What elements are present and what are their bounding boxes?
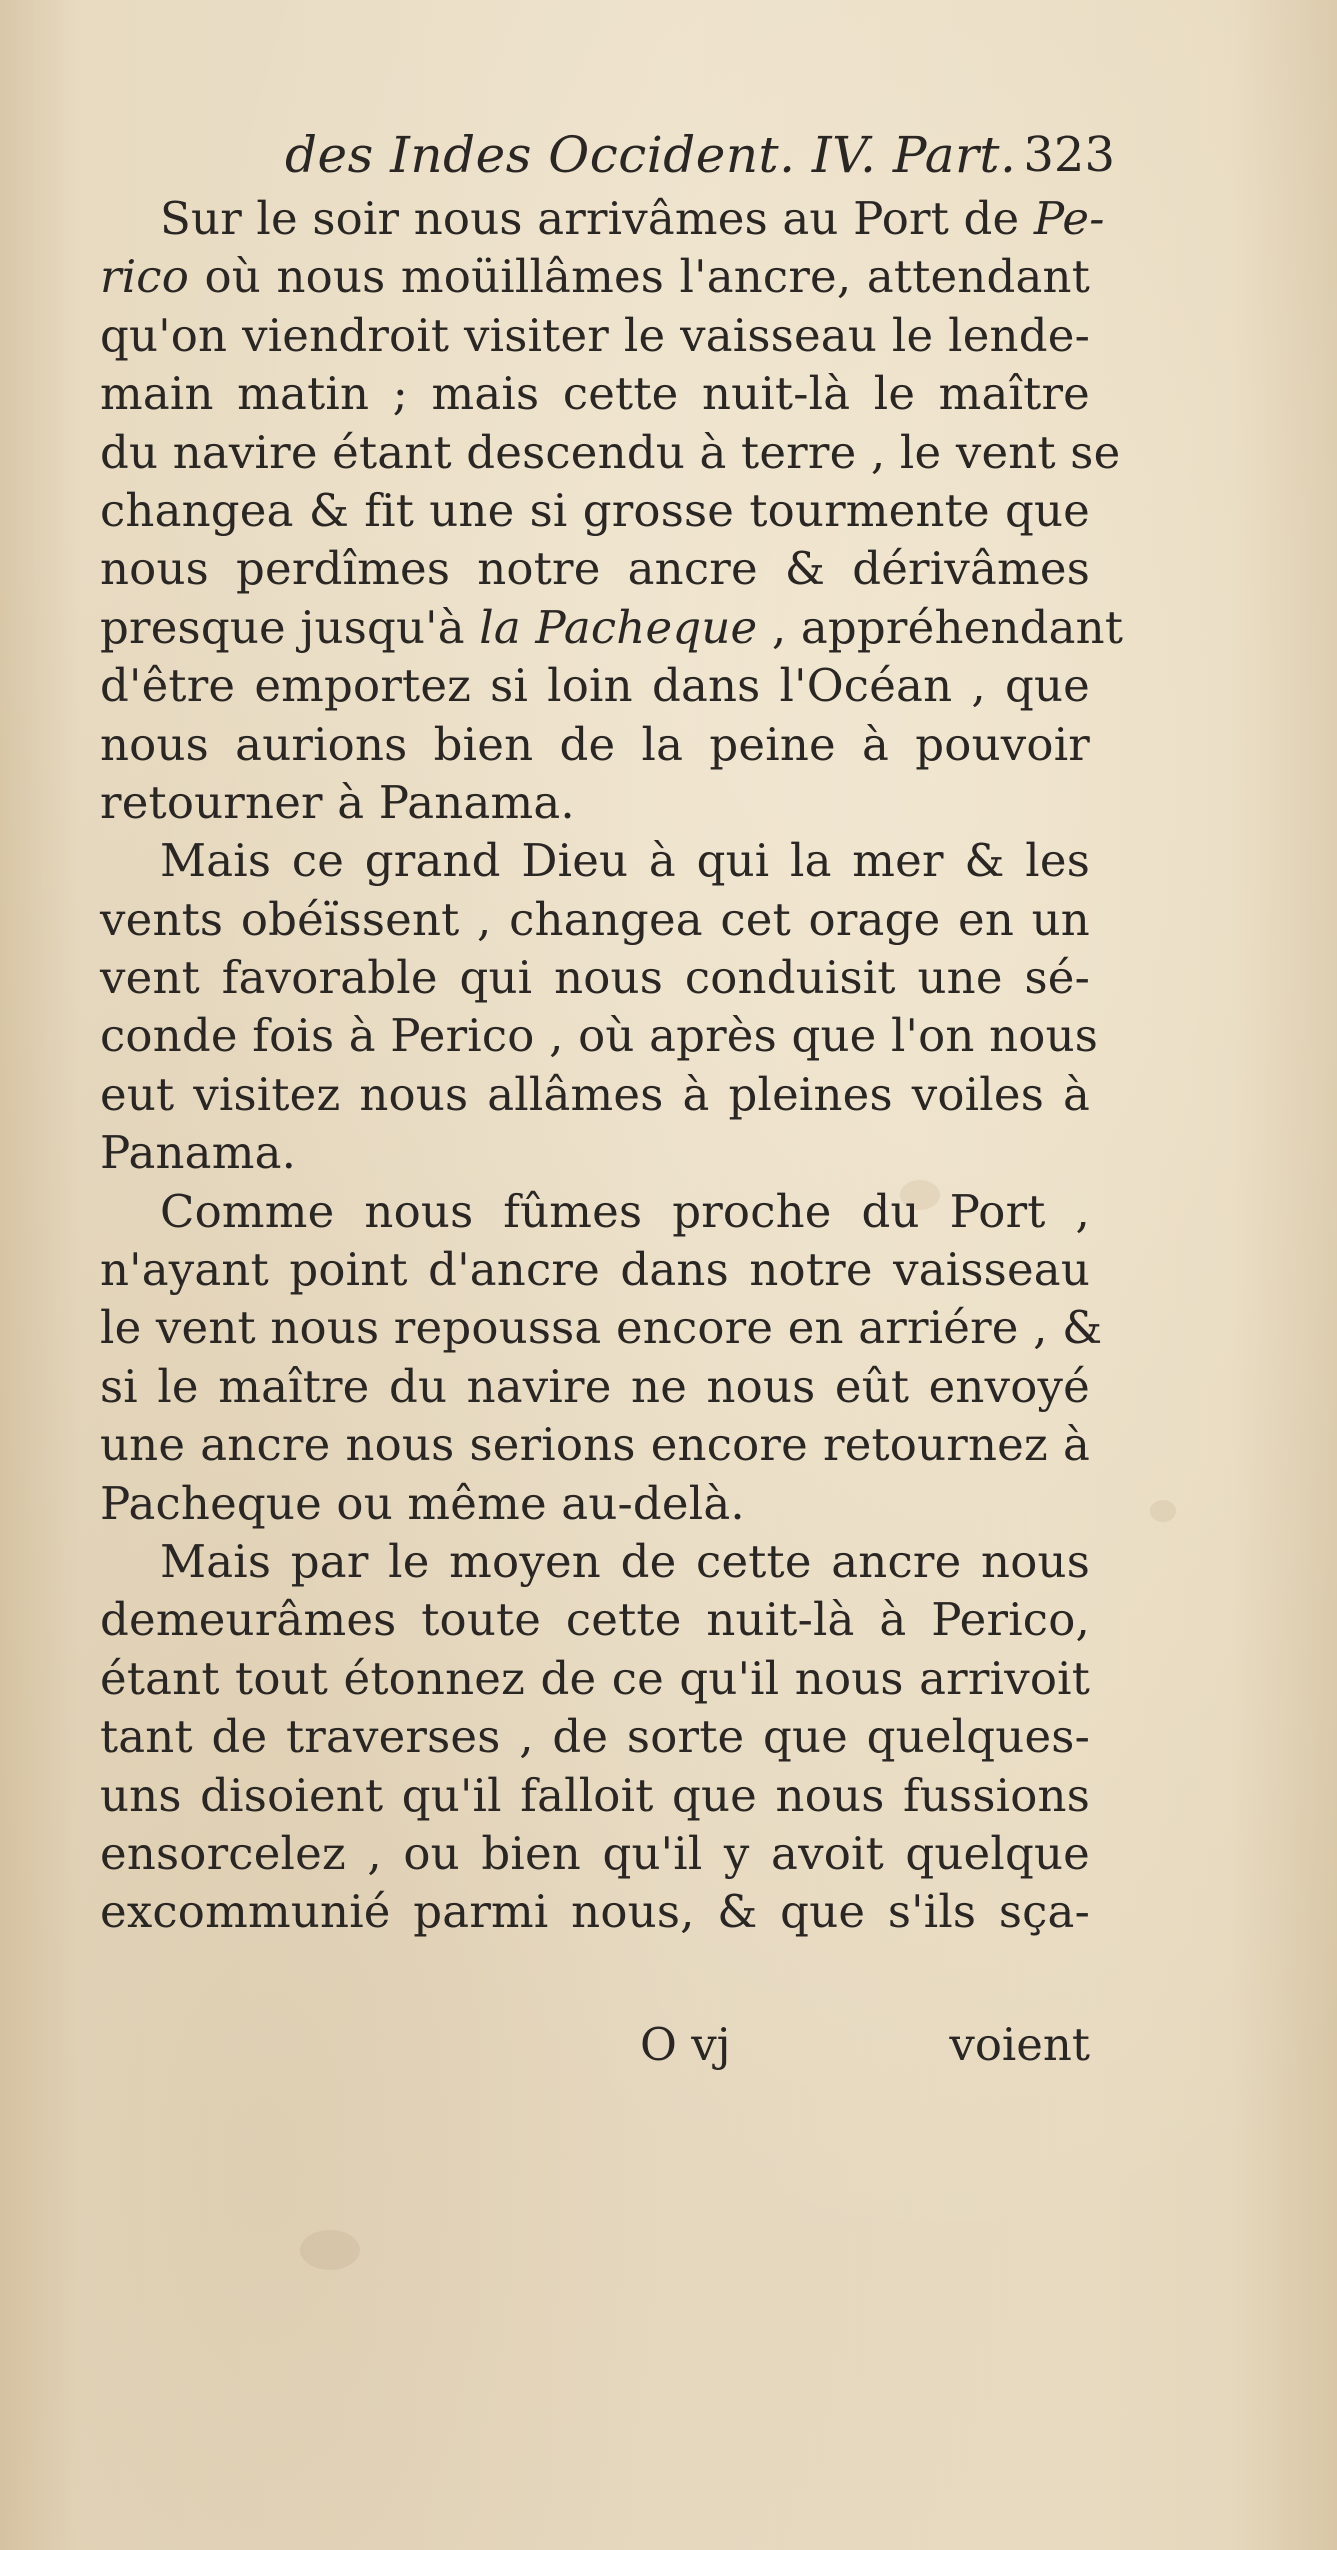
text-line xyxy=(100,1066,1090,1124)
line-text: presque jusqu'à xyxy=(100,600,480,654)
text-line xyxy=(100,190,1105,248)
line-text: d'être emportez si loin dans l'Océan , que xyxy=(100,659,1090,713)
footer-line xyxy=(640,2015,1090,2075)
text-line xyxy=(100,248,1090,306)
text-line xyxy=(100,1007,1099,1065)
text-line xyxy=(100,891,1090,949)
text-line xyxy=(100,1825,1090,1883)
line-text: Comme nous fûmes proche du Port , xyxy=(160,1184,1090,1238)
text-line xyxy=(100,1883,1090,1941)
line-text: vent favorable qui nous conduisit une sé- xyxy=(100,951,1090,1005)
catchword: voient xyxy=(949,2018,1090,2071)
text-line xyxy=(100,1650,1090,1708)
running-head xyxy=(285,120,1115,190)
italic-text: rico xyxy=(100,250,189,304)
text-line xyxy=(100,1591,1090,1649)
line-text: ensorcelez , ou bien qu'il y avoit quelque xyxy=(100,1826,1090,1880)
italic-text: la Pacheque xyxy=(479,600,758,654)
line-text: Panama. xyxy=(100,1126,297,1180)
line-text: qu'on viendroit visiter le vaisseau le lende- xyxy=(100,308,1090,362)
text-line xyxy=(100,1358,1090,1416)
foxing-spot xyxy=(1150,1500,1176,1522)
text-line xyxy=(100,1475,1090,1533)
body-text xyxy=(100,190,1124,1942)
line-text: demeurâmes toute cette nuit-là à Perico, xyxy=(100,1593,1090,1647)
signature-mark: O vj xyxy=(640,2018,731,2071)
text-line xyxy=(100,1124,1090,1182)
text-line xyxy=(100,716,1090,774)
text-line xyxy=(100,1241,1090,1299)
line-text: vents obéïssent , changea cet orage en un xyxy=(100,892,1090,946)
line-text: n'ayant point d'ancre dans notre vaisseau xyxy=(100,1243,1090,1297)
text-line xyxy=(100,365,1090,423)
line-text: eut visitez nous allâmes à pleines voiles à xyxy=(100,1067,1090,1121)
text-line xyxy=(100,1183,1090,1241)
line-text: le vent nous repoussa encore en arriére , & xyxy=(100,1301,1103,1355)
line-text: nous perdîmes notre ancre & dérivâmes xyxy=(100,542,1090,596)
line-text: si le maître du navire ne nous eût envoyé xyxy=(100,1359,1090,1413)
line-text: conde fois à Perico , où après que l'on nous xyxy=(100,1009,1099,1063)
line-text: changea & fit une si grosse tourmente que xyxy=(100,483,1090,537)
line-text: uns disoient qu'il falloit que nous fussions xyxy=(100,1768,1090,1822)
line-text: où nous moüillâmes l'ancre, attendant xyxy=(189,250,1090,304)
line-text: Sur le soir nous arrivâmes au Port de xyxy=(160,192,1034,245)
line-text: , appréhendant xyxy=(757,600,1124,654)
text-line xyxy=(100,657,1090,715)
text-line xyxy=(100,540,1090,598)
text-line xyxy=(100,1767,1090,1825)
text-line xyxy=(100,1299,1103,1357)
text-line xyxy=(100,482,1090,540)
italic-text: Pe- xyxy=(1033,192,1105,245)
text-line xyxy=(100,1416,1090,1474)
text-line xyxy=(100,599,1124,657)
line-text: étant tout étonnez de ce qu'il nous arrivoit xyxy=(100,1651,1090,1705)
line-text: main matin ; mais cette nuit-là le maître xyxy=(100,367,1090,421)
running-head-title: des Indes Occident. IV. Part. xyxy=(285,126,1017,184)
text-line xyxy=(100,832,1090,890)
text-line xyxy=(100,949,1090,1007)
line-text: Pacheque ou même au-delà. xyxy=(100,1476,745,1530)
text-line xyxy=(100,774,1090,832)
text-line xyxy=(100,307,1090,365)
text-line xyxy=(100,1708,1090,1766)
line-text: une ancre nous serions encore retournez à xyxy=(100,1418,1090,1472)
line-text: excommunié parmi nous, & que s'ils sça- xyxy=(100,1885,1090,1939)
page-number: 323 xyxy=(1023,127,1115,183)
line-text: nous aurions bien de la peine à pouvoir xyxy=(100,717,1090,771)
line-text: Mais ce grand Dieu à qui la mer & les xyxy=(160,834,1090,888)
foxing-spot xyxy=(300,2230,360,2270)
line-text: Mais par le moyen de cette ancre nous xyxy=(160,1534,1090,1588)
text-line xyxy=(100,424,1121,482)
line-text: du navire étant descendu à terre , le vent se xyxy=(100,425,1121,479)
line-text: retourner à Panama. xyxy=(100,775,575,829)
line-text: tant de traverses , de sorte que quelques- xyxy=(100,1710,1090,1764)
text-line xyxy=(100,1533,1090,1591)
